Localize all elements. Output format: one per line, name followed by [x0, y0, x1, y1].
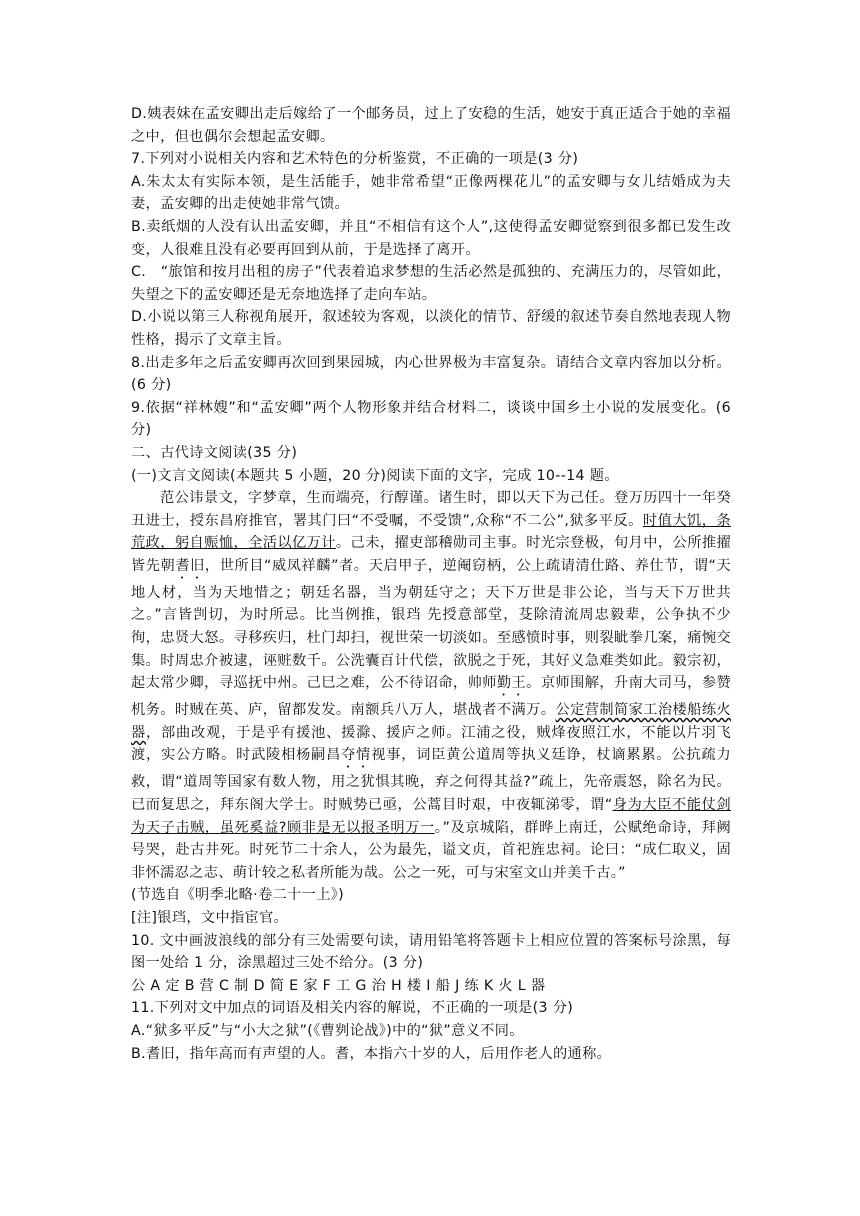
q11-stem: 11.下列对文中加点的词语及相关内容的解说，不正确的一项是(3 分) [131, 1000, 574, 1017]
q9-stem: 9.依据“祥林嫂”和“孟安卿”两个人物形象并结合材料二，谈谈中国乡土小说的发展变化。(6 分) [131, 399, 731, 439]
passage-note: [注]银珰，文中指宦官。 [131, 910, 289, 926]
passage-source: (节选自《明季北略·卷二十一上》) [131, 887, 345, 904]
q7-option-b: B.卖纸烟的人没有认出孟安卿，并且“不相信有这个人”,这使得孟安卿觉察到很多都已发生改变，人很难且没有必要再回到从前，于是选择了离开。 [131, 218, 731, 258]
passage-text: 。京师围解，升南大司马，参赞机务。时贼在英、庐，留都发发。南额兵八万人，堪战者不满万。 [131, 675, 731, 719]
passage-text: ，部曲改观，于是乎有援池、援滁、援庐之师。江浦之役，贼烽夜照江水，不能以片羽飞渡，实公方略。时武陵相杨嗣昌 [131, 724, 731, 764]
underlined-sentence-1: 时值大饥，条荒政，躬自赈恤，全活以亿万计 [131, 512, 731, 552]
passage-text: 视事，词臣黄公道周等执义廷诤，杖谪累累。公抗疏力救，谓“道周等国家有数人物，用之犹惧其晚，弃之何得其益?”疏上，先帝震怒，除名为民。已而复思之，拜东阁大学士。时贼势已亟，公蒿目时艰，中夜辄涕零，谓“ [131, 747, 732, 814]
wavy-underlined-phrase: 公定营制简家工治楼船练火器 [131, 702, 732, 741]
q11-option-a: A.“狱多平反”与“小大之狱”(《曹刿论战》)中的“狱”意义不同。 [131, 1022, 524, 1039]
q7-stem: 7.下列对小说相关内容和艺术特色的分析鉴赏，不正确的一项是(3 分) [131, 151, 579, 168]
q8-stem: 8.出走多年之后孟安卿再次回到果园城，内心世界极为丰富复杂。请结合文章内容加以分析。(6 分) [131, 354, 731, 394]
dotted-word-qijiu: 耆旧 [175, 557, 205, 574]
subsection-heading: (一)文言文阅读(本题共 5 小题，20 分)阅读下面的文字，完成 10--14 题。 [131, 467, 619, 484]
passage-text: 。”及京城陷，群晔上南迁，公赋绝命诗，拜阙号哭，赴古井死。时死节二十余人，公为最先，谥文贞，首祀旌忠祠。论曰：“成仁取义，固非怀濡忍之志、萌计较之私者所能为哉。公之一死，可与宋室文山并美千古。” [131, 819, 731, 881]
q7-option-a: A.朱太太有实际本领，是生活能手，她非常希望“正像两棵花儿”的孟安卿与女儿结婚成为夫妻，孟安卿的出走使她非常气馈。 [131, 173, 731, 213]
underlined-sentence-2: 身为大臣不能仗剑为天子击贼，虽死奚益?顾非是无以报圣明万一 [131, 797, 731, 836]
passage-text: 。己未，擢吏部稽勋司主事。时光宗登极，旬月中，公所推擢皆先朝 [131, 535, 732, 574]
classical-passage [131, 487, 731, 884]
q10-stem: 10. 文中画波浪线的部分有三处需要句读，请用铅笔将答题卡上相应位置的答案标号涂黑，每图一处给 1 分，涂黑超过三处不给分。(3 分) [131, 932, 731, 972]
section-heading: 二、古代诗文阅读(35 分) [131, 444, 298, 461]
q6-option-d: D.姨表妹在孟安卿出走后嫁给了一个邮务员，过上了安稳的生活，她安于真正适合于她的幸福之中，但也偶尔会想起孟安卿。 [131, 106, 731, 145]
dotted-word-duoqing: 夺情 [341, 747, 372, 764]
q7-option-d: D.小说以第三人称视角展开，叙述较为客观，以淡化的情节、舒缓的叙述节奏自然地表现人物性格，揭示了文章主旨。 [131, 309, 731, 348]
dotted-word-qinwang: 勤王 [496, 675, 527, 692]
q10-options: 公 A 定 B 营 C 制 D 简 E 家 F 工 G 治 H 楼 I 船 J 练 K 火 L 器 [131, 977, 546, 994]
q7-option-c: C. “旅馆和按月出租的房子”代表着追求梦想的生活必然是孤独的、充满压力的，尽管如此，失望之下的孟安卿还是无奈地选择了走向车站。 [131, 264, 731, 303]
passage-text: 范公讳景文，字梦章，生而端亮，行醇谨。诸生时，即以天下为己任。登万历四十一年癸丑进士，授东昌府推官，署其门曰“不受嘱，不受馈”,众称“不二公”,狱多平反。 [131, 490, 731, 529]
q11-option-b: B.耆旧，指年高而有声望的人。耆，本指六十岁的人，后用作老人的通称。 [131, 1045, 612, 1062]
passage-text: ，世所目“威凤祥麟”者。天启甲子，逆阉窃柄，公上疏请清仕路、养仕节，谓“天地人材，当为天地惜之；朝廷名器，当为朝廷守之；天下万世是非公论，当与天下万世共之。”言皆剀切，为时所忌。比当例推，银珰 先授意部堂，芟除清流周忠毅辈，公争执不少徇，忠贤大怒。寻移疾归，杜门却扫，视世荣一切淡如。至感愤时事，则裂眦拳几案，痛惋交集。时周忠介被逮，诬赃数千。公洗囊百计代偿，欲脱之于死，其好义急难类如此。毅宗初，起太常少卿，寻巡抚中州。己巳之难，公不待诏命，帅师 [131, 557, 731, 692]
exam-page [131, 103, 731, 1065]
